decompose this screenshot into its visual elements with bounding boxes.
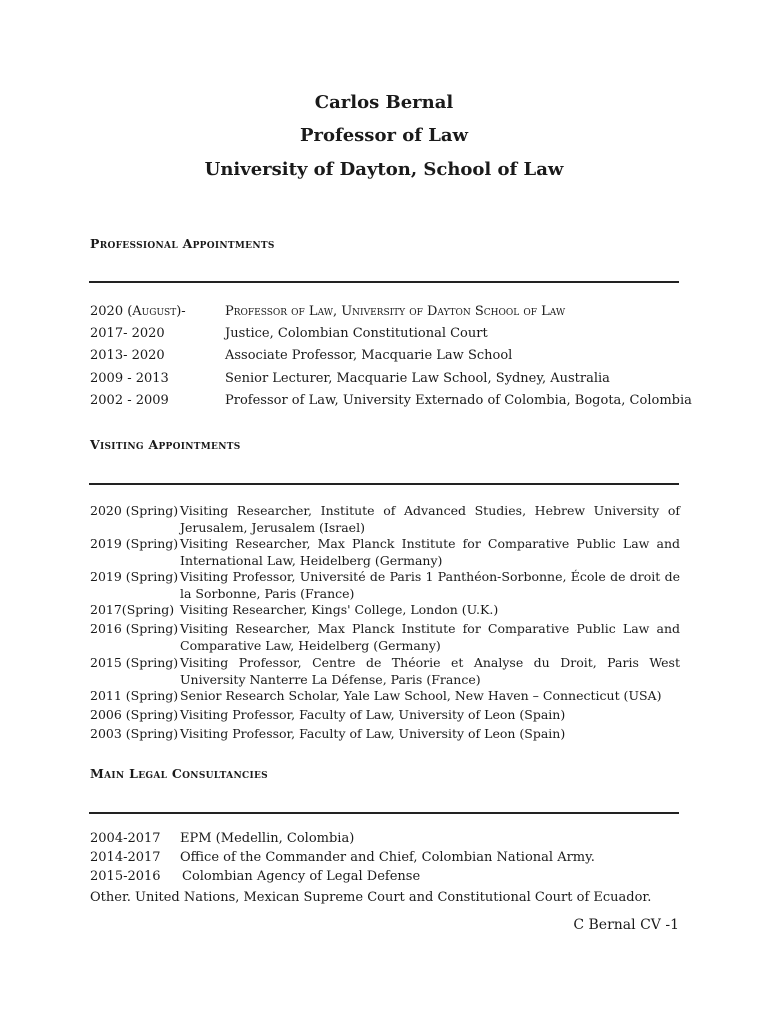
item-text: Visiting Professor, Faculty of Law, University of Leon (Spain) <box>180 726 566 741</box>
item-text: Visiting Researcher, Kings' College, London (U.K.) <box>180 602 499 617</box>
item-text: Senior Research Scholar, Yale Law School, New Haven – Connecticut (USA) <box>180 688 662 703</box>
item-date: 2017(Spring) <box>90 602 175 617</box>
section-divider <box>89 812 679 814</box>
item-text: Professor of Law, University of Dayton School of Law <box>225 304 566 319</box>
item-date: 2017- 2020 <box>90 326 165 341</box>
cv-institution: University of Dayton, School of Law <box>204 159 564 180</box>
item-date: 2015 (Spring) <box>90 655 179 670</box>
item-text: EPM (Medellin, Colombia) <box>180 831 355 846</box>
consultancies-heading: Main Legal Consultancies <box>90 766 268 781</box>
item-date: 2002 - 2009 <box>90 393 169 408</box>
other-consultancies: Other. United Nations, Mexican Supreme Court and Constitutional Court of Ecuador. <box>90 890 652 905</box>
item-text: Associate Professor, Macquarie Law School <box>225 348 513 363</box>
item-date: 2015-2016 <box>90 869 161 884</box>
visiting-heading: Visiting Appointments <box>90 437 241 452</box>
professional-heading: Professional Appointments <box>90 236 275 251</box>
item-date: 2016 (Spring) <box>90 621 179 636</box>
item-date: 2011 (Spring) <box>90 688 179 703</box>
item-text: Visiting Professor, Université de Paris 1 Panthéon-Sorbonne, École de droit de la Sorbonne, Paris (France) <box>180 569 680 601</box>
item-date: 2020 (Spring) <box>90 503 179 518</box>
cv-name: Carlos Bernal <box>314 92 454 113</box>
item-date: 2019 (Spring) <box>90 569 179 584</box>
item-text: Visiting Researcher, Max Planck Institute for Comparative Public Law and International Law, Heidelberg (Germany) <box>180 536 680 568</box>
item-text: Professor of Law, University Externado of Colombia, Bogota, Colombia <box>225 393 692 408</box>
section-divider <box>89 483 679 485</box>
item-date: 2006 (Spring) <box>90 707 179 722</box>
cv-title: Professor of Law <box>299 125 469 146</box>
item-text: Visiting Professor, Centre de Théorie et Analyse du Droit, Paris West University Nanterre La Défense, Paris (France) <box>180 655 680 687</box>
item-date: 2014-2017 <box>90 850 161 865</box>
item-text: Visiting Researcher, Max Planck Institute for Comparative Public Law and Comparative Law, Heidelberg (Germany) <box>180 621 680 653</box>
item-text: Senior Lecturer, Macquarie Law School, Sydney, Australia <box>225 371 610 386</box>
item-date: 2003 (Spring) <box>90 726 179 741</box>
item-text: Office of the Commander and Chief, Colombian National Army. <box>180 850 595 865</box>
item-text: Visiting Professor, Faculty of Law, University of Leon (Spain) <box>180 707 566 722</box>
item-text: Justice, Colombian Constitutional Court <box>225 326 488 341</box>
item-date: 2020 (August)- <box>90 304 186 319</box>
item-text: Visiting Researcher, Institute of Advanced Studies, Hebrew University of Jerusalem, Jerusalem (Israel) <box>180 503 680 535</box>
item-date: 2013- 2020 <box>90 348 165 363</box>
item-date: 2009 - 2013 <box>90 371 169 386</box>
item-date: 2019 (Spring) <box>90 536 179 551</box>
item-text: Colombian Agency of Legal Defense <box>182 869 421 884</box>
page-footer: C Bernal CV -1 <box>573 917 679 933</box>
section-divider <box>89 281 679 283</box>
item-date: 2004-2017 <box>90 831 161 846</box>
